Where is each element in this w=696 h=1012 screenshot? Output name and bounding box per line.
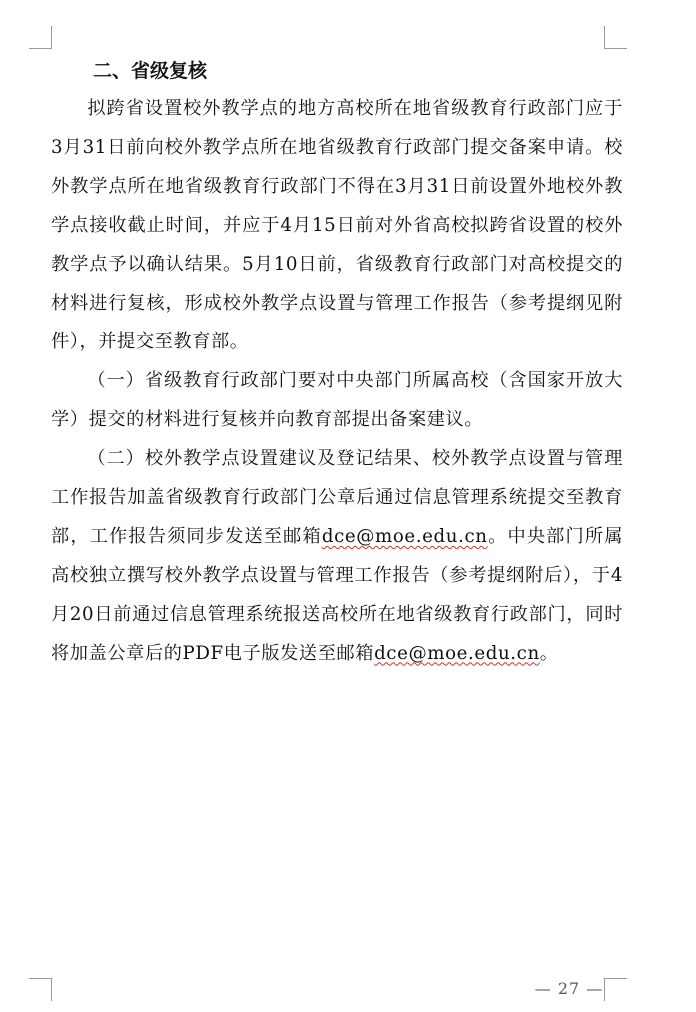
page-number: — 27 —	[534, 979, 604, 998]
crop-mark-top-right	[604, 26, 627, 49]
document-body	[51, 52, 623, 674]
crop-mark-bottom-left	[29, 978, 52, 1001]
paragraph-text: 。中央部门所属高校独立撰写校外教学点设置与管理工作报告（参考提纲附后），于4月20日前通过信息管理系统报送高校所在地省级教育行政部门，同时将加盖公章后的PDF电子版发送至邮箱	[51, 525, 623, 664]
paragraph-item-two	[51, 440, 623, 673]
paragraph-text: （二）校外教学点设置建议及登记结果、校外教学点设置与管理工作报告加盖省级教育行政部门公章后通过信息管理系统提交至教育部，工作报告须同步发送至邮箱	[51, 448, 623, 547]
paragraph-provincial-review: 拟跨省设置校外教学点的地方高校所在地省级教育行政部门应于3月31日前向校外教学点所在地省级教育行政部门提交备案申请。校外教学点所在地省级教育行政部门不得在3月31日前设置外地校外教学点接收截止时间，并应于4月15日前对外省高校拟跨省设置的校外教学点予以确认结果。5月10日前，省级教育行政部门对高校提交的材料进行复核，形成校外教学点设置与管理工作报告（参考提纲见附件），并提交至教育部。	[51, 98, 623, 353]
email-address-link[interactable]: dce@moe.edu.cn	[321, 525, 488, 547]
email-address-link[interactable]: dce@moe.edu.cn	[374, 642, 540, 664]
section-heading: 二、省级复核	[93, 60, 208, 82]
crop-mark-top-left	[29, 26, 52, 49]
paragraph-text: 。	[539, 642, 559, 664]
paragraph-item-one: （一）省级教育行政部门要对中央部门所属高校（含国家开放大学）提交的材料进行复核并向教育部提出备案建议。	[51, 370, 623, 431]
